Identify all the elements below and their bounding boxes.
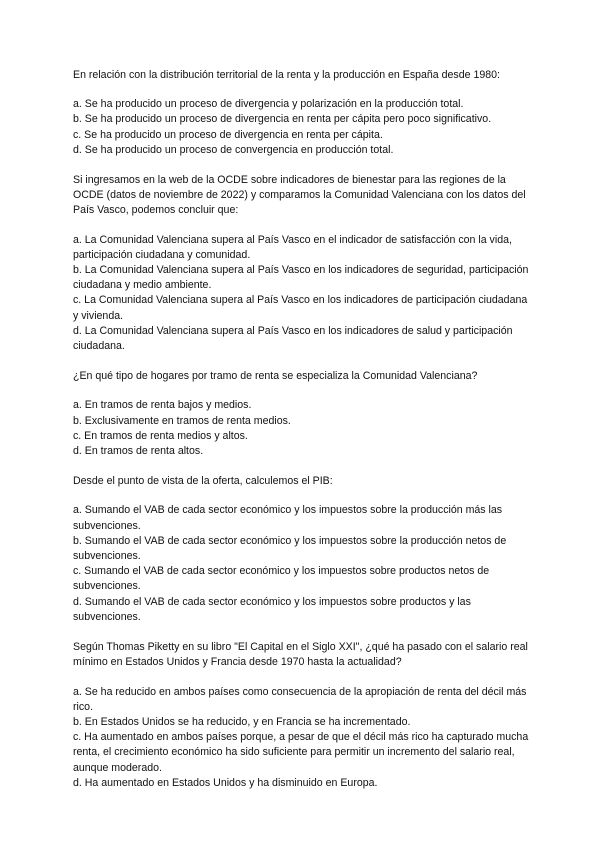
question-stem: Desde el punto de vista de la oferta, calculemos el PIB: bbox=[73, 475, 333, 488]
answer-option-c: c. La Comunidad Valenciana supera al País Vasco en los indicadores de participación ciudadana y vivienda. bbox=[73, 294, 528, 322]
question-stem: En relación con la distribución territorial de la renta y la producción en España desde 1980: bbox=[73, 69, 500, 81]
question-4 bbox=[73, 474, 534, 625]
question-stem: Si ingresamos en la web de la OCDE sobre indicadores de bienestar para las regiones de la OCDE (datos de noviembre de 2022) y comparamos la Comunidad Valenciana con los datos del País Vasco, podemos concluir que: bbox=[73, 174, 526, 217]
answer-option-b: b. Sumando el VAB de cada sector económico y los impuestos sobre la producción netos de subvenciones. bbox=[73, 534, 507, 563]
question-2 bbox=[73, 173, 534, 354]
answer-option-d: d. Se ha producido un proceso de convergencia en producción total. bbox=[73, 143, 394, 156]
question-stem: Según Thomas Piketty en su libro "El Capital en el Siglo XXI", ¿qué ha pasado con el salario real mínimo en Estados Unidos y Francia desde 1970 hasta la actualidad? bbox=[73, 641, 528, 669]
answer-option-d: d. Sumando el VAB de cada sector económico y los impuestos sobre productos y las subvenciones. bbox=[73, 595, 471, 623]
question-3 bbox=[73, 369, 534, 459]
answer-option-a: a. La Comunidad Valenciana supera al País Vasco en el indicador de satisfacción con la vida, participación ciudadana y comunidad. bbox=[73, 233, 512, 261]
answer-option-b: b. En Estados Unidos se ha reducido, y en Francia se ha incrementado. bbox=[73, 715, 411, 728]
answer-option-a: a. En tramos de renta bajos y medios. bbox=[73, 399, 252, 412]
question-stem: ¿En qué tipo de hogares por tramo de renta se especializa la Comunidad Valenciana? bbox=[73, 370, 478, 383]
answer-options bbox=[73, 97, 534, 158]
answer-option-a: a. Sumando el VAB de cada sector económico y los impuestos sobre la producción más las subvenciones. bbox=[73, 504, 503, 532]
answer-option-b: b. Exclusivamente en tramos de renta medios. bbox=[73, 414, 291, 427]
answer-option-a: a. Se ha reducido en ambos países como consecuencia de la apropiación de renta del décil más rico. bbox=[73, 685, 527, 713]
answer-option-d: d. La Comunidad Valenciana supera al País Vasco en los indicadores de salud y participación ciudadana. bbox=[73, 324, 513, 353]
answer-option-c: c. En tramos de renta medios y altos. bbox=[73, 429, 248, 442]
answer-options bbox=[73, 503, 534, 625]
answer-option-b: b. Se ha producido un proceso de divergencia en renta per cápita pero poco significativo. bbox=[73, 113, 492, 126]
answer-option-c: c. Ha aumentado en ambos países porque, a pesar de que el décil más rico ha capturado mucha renta, el crecimiento económico ha sido suficiente para permitir un incremento del salario real, aunque moderado. bbox=[73, 731, 529, 774]
answer-options bbox=[73, 398, 534, 459]
answer-option-b: b. La Comunidad Valenciana supera al País Vasco en los indicadores de seguridad, participación ciudadana y medio ambiente. bbox=[73, 264, 529, 292]
question-5 bbox=[73, 640, 534, 791]
answer-option-c: c. Se ha producido un proceso de divergencia en renta per cápita. bbox=[73, 128, 383, 141]
answer-option-d: d. Ha aumentado en Estados Unidos y ha disminuido en Europa. bbox=[73, 776, 378, 789]
answer-option-c: c. Sumando el VAB de cada sector económico y los impuestos sobre productos netos de subvenciones. bbox=[73, 565, 490, 593]
question-1 bbox=[73, 68, 534, 158]
answer-options bbox=[73, 233, 534, 355]
answer-option-a: a. Se ha producido un proceso de divergencia y polarización en la producción total. bbox=[73, 98, 464, 111]
answer-option-d: d. En tramos de renta altos. bbox=[73, 445, 204, 458]
answer-options bbox=[73, 685, 534, 791]
